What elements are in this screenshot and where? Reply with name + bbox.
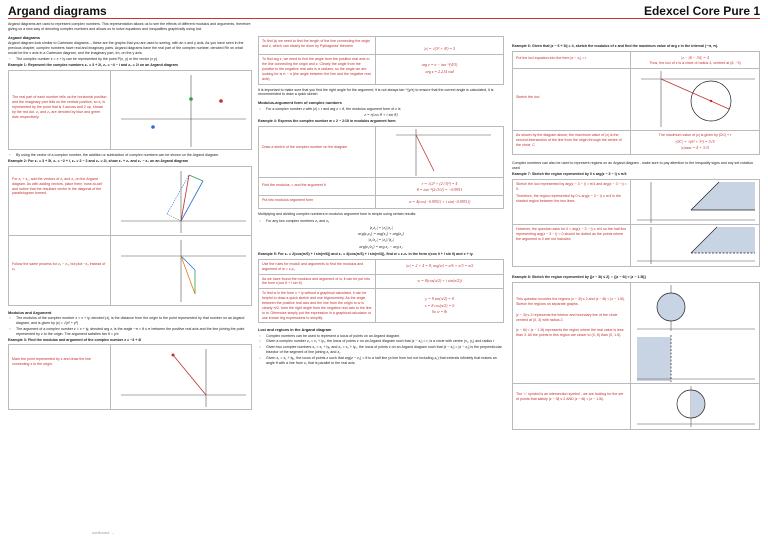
example-4-heading: Example 4: Express the complex number w = 2 − 2√3i in modulus argument form [258,118,396,123]
vector-difference [181,256,195,294]
half-plane-region [637,337,671,381]
modulus-bullets [8,316,252,336]
ex6-row-3-left: As shown by the diagram above, the maximum value of |z| is the second intersection of the line from the origin through the centre of the circle, C [513,131,631,154]
mult-eq-2: arg(z₁z₂) = arg(z₁) + arg(z₂) [358,230,404,236]
argand-plot-7a [631,180,759,224]
ex6-row-3-right-a: The maximum value of |z| is given by |OC| + r [658,133,732,138]
argand-plot-1 [111,71,251,149]
heading-modarg: Modulus-argument form of complex numbers [258,100,342,106]
example-2-box-b [8,236,252,306]
example-3-diagram [111,345,251,409]
ex4-row-2-right-a: r = √(2² + (2√3)²) = 4 [421,180,458,186]
example-1-diagram [111,71,251,149]
ex5-row-1-left: Use the rules for moduli and arguments to find the modulus and argument of w = z₁z₂ [259,260,376,274]
argand-plot-8a [631,283,759,383]
heading-modulus: Modulus and Argument [8,309,52,315]
ex6-row-3-right-b: |OC| = √(6² + 3²) = 3√5 [675,138,715,144]
point-z1 [219,99,223,103]
ex4-row-2-right-b: θ = tan⁻¹(2√3/2) = −0.9951 [416,187,463,193]
argand-text: Argand diagram look similar to Cartesian diagrams – these are the graphs that you are used to seeing, with an x and y axis. As you have seen in the previous chapter, complex numbers have real and imaginary parts. Argand diagrams have the real part of the complex number, denoted Re on what would be the x axis in a Cartesian diagram, and the imaginary part, Im, on the y axis. [8,40,244,55]
ex5-row-2-left: As we have found the modulus and argument of w, it can be put into the form r(cos θ + i sin θ) [259,275,376,289]
example-2-heading: Example 2: For z₁ = 3 + 5i, z₂ = −2 + i, z₃ = 2 − 2 and z₄ = 2i, show z₁ + z₂ and z₃ − z₄ on an Argand diagram [8,159,188,164]
multiplication-text: Multiplying and dividing complex numbers in modulus argument form is simple using certain results: [258,211,417,216]
example-6-heading: Example 6: Given that |z − 6 + 3i| = 4, sketch the modulus of z and find the maximum value of arg z in the interval (−π, π). [512,44,719,48]
ex4-row-2-left: Find the modulus, r, and the argument θ [259,178,376,196]
vector-w [416,135,434,171]
loci-bullets [258,334,504,366]
ex3-row-1 [258,36,504,55]
regions-text: Complex numbers can also be used to represent regions on an Argand diagram - make sure to pay attention to the inequality signs and any set notation used [512,160,754,170]
ex8-row-2 [512,384,760,430]
mult-eq-3: |z₁/z₂| = |z₁|/|z₂| [368,237,394,243]
argand-plot-2b [111,236,251,304]
ex7-row-2-text: However, the question asks for 0 < arg(z − 3 − i) ≤ π/4 so the half line representing arg(z − 3 − i) = 0 should be dotted as the points where the argument is 0 are not included. [513,225,631,266]
column-3 [512,44,760,430]
argand-plot-7b [631,225,759,265]
vector-z2 [189,175,203,181]
loci-bullet-1: ○ Complex numbers can be used to represent a locus of points on an Argand diagram. [258,334,504,339]
ex3-row-2-right-b: arg z = 2.214 rad [425,68,454,74]
ex5-row-3-left: To find w in the form x + iy without a graphical calculator, it can be helpful to draw a quick sketch and use trigonometry. As the angle between the positive real axis and the line from the origin to w is clearly π/2, form the right angle from the negative real axis to the line to w. Otherwise simply put the expression in a graphical calculator or use known trig expressions to simplify. [259,289,376,322]
argand-bullet: ○ The complex number z = x + iy can be represented by the point P(x, y) or the vector (x y) [8,57,252,62]
ex4-diagram [376,127,503,177]
ex5-row-1 [258,259,504,275]
ex5-row-3-right-b: x = 8 cos(π/2) = 0 [424,302,455,308]
intro-text: Argand diagrams are used to represent complex numbers. This representation allows us to see the effects of different modulus and arguments, therefore giving us a new way of denoting complex numbers and allows us to solve equations and inequalities graphically using loci. [8,22,251,31]
ex6-row-1-left: Put the loci equation into the form |z − z₁| = r [513,52,631,68]
continued-label: continued → [92,529,115,535]
ex5-row-3-right-c: So w = 8i [431,309,448,315]
disc-region [657,293,685,321]
ex6-row-1-right-a: |z − (6 − 3i)| = 4 [681,54,709,60]
intersection-region [691,390,705,418]
loci-bullet-2: ○ Given a complex number z₁ = x₁ + iy₁, the locus of points z on an Argand diagram such that |z − z₁| = r, is a circle with centre (x₁, y₁) and radius r [258,339,504,344]
ex3-row-2 [258,55,504,84]
point-z2 [151,125,155,129]
shaded-region-7b [691,227,755,253]
example-1-text: The real part of each number tells us the horizontal position and the imaginary part tells us the vertical position, so z₁ is represented by the point that is 3 across and 2 up, shown by the red dot. z₂ and z₃ are denoted by blue and green dots respectively. [9,71,111,149]
argand-bullets [8,57,252,62]
ex5-row-3 [258,289,504,323]
ex4-row-1 [258,126,504,178]
ex8-row-2-text: The '∩' symbol is an intersection symbol - we are looking for the set of points that satisfy |z − 3i| ≤ 2 AND |z − 6i| < |z − 1.5i|. [513,384,631,429]
modulus-bullet: ○ The modulus of the complex number z = x + iy, denoted |z|, is the distance from the origin to the point represented by that number on an Argand diagram, and is given by |z| = √(x² + y²) [8,316,252,326]
ex7-row-2 [512,225,760,267]
example-2-text-b: Follow the same process for z₃ − z₄, but plot −z₄ instead of z₄ [9,236,111,305]
ex8-row-1-text-b: |z − 3i| ≤ 2 represents the interior and boundary line of the circle centred at (0, 3) with radius 2. [516,312,618,322]
example-3-heading: Example 3: Find the modulus and argument of the complex number z = −3 + 4i [8,337,142,342]
vector-bullet: ○ By using the vector of a complex number, the addition or subtraction of complex numbers can be shown on the Argand diagram. [8,153,252,158]
page-subtitle: Edexcel Core Pure 1 [643,4,760,18]
argand-plot-8b [631,384,759,428]
heading-argand: Argand diagrams [8,34,40,40]
max-modulus-line [661,79,729,109]
ex8-row-1-text-a: This question involves the regions |z − 3i| ≤ 2 and |z − 6i| < |z − 1.5i|. Sketch the regions on separate graphs. [516,297,625,306]
ex6-diagram [631,69,759,130]
ex6-row-3-right-c: |z|max = 4 + 3√5 [681,145,710,151]
vector-z3 [181,256,195,270]
page-title: Argand diagrams [8,4,107,18]
ex3-row-2-right-a: arg z = π − tan⁻¹(4/3) [421,62,458,68]
example-2-box-a [8,166,252,236]
argand-plot-6 [631,69,759,129]
ex6-row-2-left: Sketch the loci [513,69,631,130]
ex5-row-3-right-a: y = 8 sin(π/2) = 8 [425,296,454,302]
example-2-diagram-a [111,167,251,235]
point-z3 [189,97,193,101]
modarg-bullet: ○ For a complex number z with |z| = r and arg z = θ, the modulus argument form of z is [258,107,504,112]
loci-bullet-4: ○ Given z₁ = x₁ + iy₁, the locus of points z such that arg(z − z₁) = θ is a half line (a line from but not including z₁) that extends infinitely that makes an angle θ with a line from z₁ that is parallel to the real axis. [258,356,504,366]
loci-bullet-3: ○ Given two complex numbers z₁ = x₁ + iy₁ and z₂ = x₂ + iy₂, the locus of points z on an Argand diagram such that |z − z₁| = |z − z₂| is the perpendicular bisector of the segment of line joining z₁ and z₂ [258,345,504,355]
example-1-box [8,70,252,150]
example-7-heading: Example 7: Sketch the region represented by 0 ≤ arg(z − 3 − i) ≤ π/4 [512,172,627,177]
ex7-row-1-text-b: Therefore, the region represented by 0 ≤ arg(z − 3 − i) ≤ π/4 is the shaded region between the two lines. [516,193,621,203]
argand-plot-4 [376,127,496,177]
ex5-row-2 [258,275,504,290]
column-2 [258,36,504,367]
header-rule [8,18,760,19]
ex3-row-1-left: To find |z| we need to find the length of the line connecting the origin and z, which can clearly be done by Pythagoras' theorem [259,37,376,54]
ex6-row-2 [512,69,760,131]
example-3-box [8,344,252,410]
modarg-bullets [258,107,504,112]
ex8-row-1-text-c: |z − 6i| < |z − 1.5i| represents the region where the real value is less than 3. All the points in this region are closer to (0, 6) than (0, 1.5). [516,328,624,338]
ex7-diagram-b [631,225,759,266]
multiplication-bullet: ○ For any two complex numbers z₁ and z₂ [258,219,504,224]
ex8-diagrams [631,283,759,383]
modarg-equation: z = r(cos θ + i sin θ) [364,112,398,118]
shaded-region-7a [691,182,755,210]
heading-loci: Loci and regions in the Argand diagram [258,327,332,333]
example-1-heading: Example 1: Represent the complex numbers z₁ = 3 + 2i, z₂ = −4 − i and z₃ = 2i on an Argand diagram [8,63,178,68]
argand-plot-2a [111,167,251,235]
argument-bullet: ○ The argument of a complex number z = x + iy, denoted arg z, is the angle −π < θ ≤ π between the positive real axis and the line joining the point represented by z to the origin. The argument satisfies tan θ = y/x [8,327,252,337]
ex8-diagram-final [631,384,759,429]
ex8-row-1 [512,282,760,384]
ex3-row-2-left: To find arg z, we need to find the angle from the positive real axis to the line connecting the origin and z. Clearly the angle from the positive to the negative real axis is π radians, so the angle we are looking for is π − α (the angle between the line and the negative real axis) [259,55,376,83]
ex4-row-2 [258,178,504,197]
mult-eq-1: |z₁z₂| = |z₁||z₂| [369,224,393,230]
example-5-heading: Example 5: For z₁ = 2(cos(π/6) + i sin(π/6)) and z₂ = 4(cos(π/3) + i sin(π/3)), find w = z₁z₂ in the form r(cos θ + i sin θ) and x + iy. [258,252,474,257]
ex4-row-3-left: Put into modulus argument form [259,196,376,207]
ex4-row-3-right: w = 4(cos(−0.9951) + i sin(−0.9951)) [408,199,471,205]
ex5-row-2-right: w = 8(cos(π/2) + i sin(π/2)) [417,277,462,283]
ex4-row-3 [258,196,504,208]
ex7-row-1 [512,179,760,225]
ex7-row-1-text-a: Sketch the loci represented by arg(z − 3 − i) = π/4 and arg(z − 3 − i) = 0. [516,182,627,192]
vector-z [173,355,206,395]
example-2-text-a: For z₁ + z₂, add the vectors of z₁ and z₂ on the Argand diagram. As with adding vectors, place them 'nose-to-tail' and notice that the resultant vector is the diagonal of the parallelogram formed. [9,167,111,235]
example-2-diagram-b [111,236,251,305]
vector-bullets [8,153,252,158]
ex5-row-1-right: |w| = 2 × 4 = 8; arg(w) = π/6 + π/3 = π/2 [405,262,474,268]
ex3-row-1-right: |z| = √(3² + 4²) = 5 [423,46,456,51]
ex7-diagram-a [631,180,759,224]
ex6-row-3 [512,131,760,155]
ex6-row-1-right-b: Thus, the loci of z is a circle of radius 4, centred at (6, −3) [649,61,741,66]
mult-eq-4: arg(z₁/z₂) = arg z₁ − arg z₂ [359,243,403,249]
ex4-row-1-left: Draw a sketch of the complex number on the diagram [259,127,376,177]
example-8-heading: Example 8: Sketch the region represented by {|z − 3i| ≤ 2} ∩ {|z − 6i| < |z − 1.5i|} [512,275,646,280]
multiplication-bullets [258,219,504,224]
argument-note: It is important to make sure that you find the right angle for the argument; it is not always tan⁻¹(y/x) to ensure that the correct angle is calculated, it is recommended to draw a quick sketch [258,87,494,97]
column-1 [8,22,252,410]
argand-plot-3 [111,345,251,409]
example-3-text: Mark the point represented by z and draw the line connecting z to the origin. [9,345,111,409]
ex6-row-1 [512,51,760,69]
